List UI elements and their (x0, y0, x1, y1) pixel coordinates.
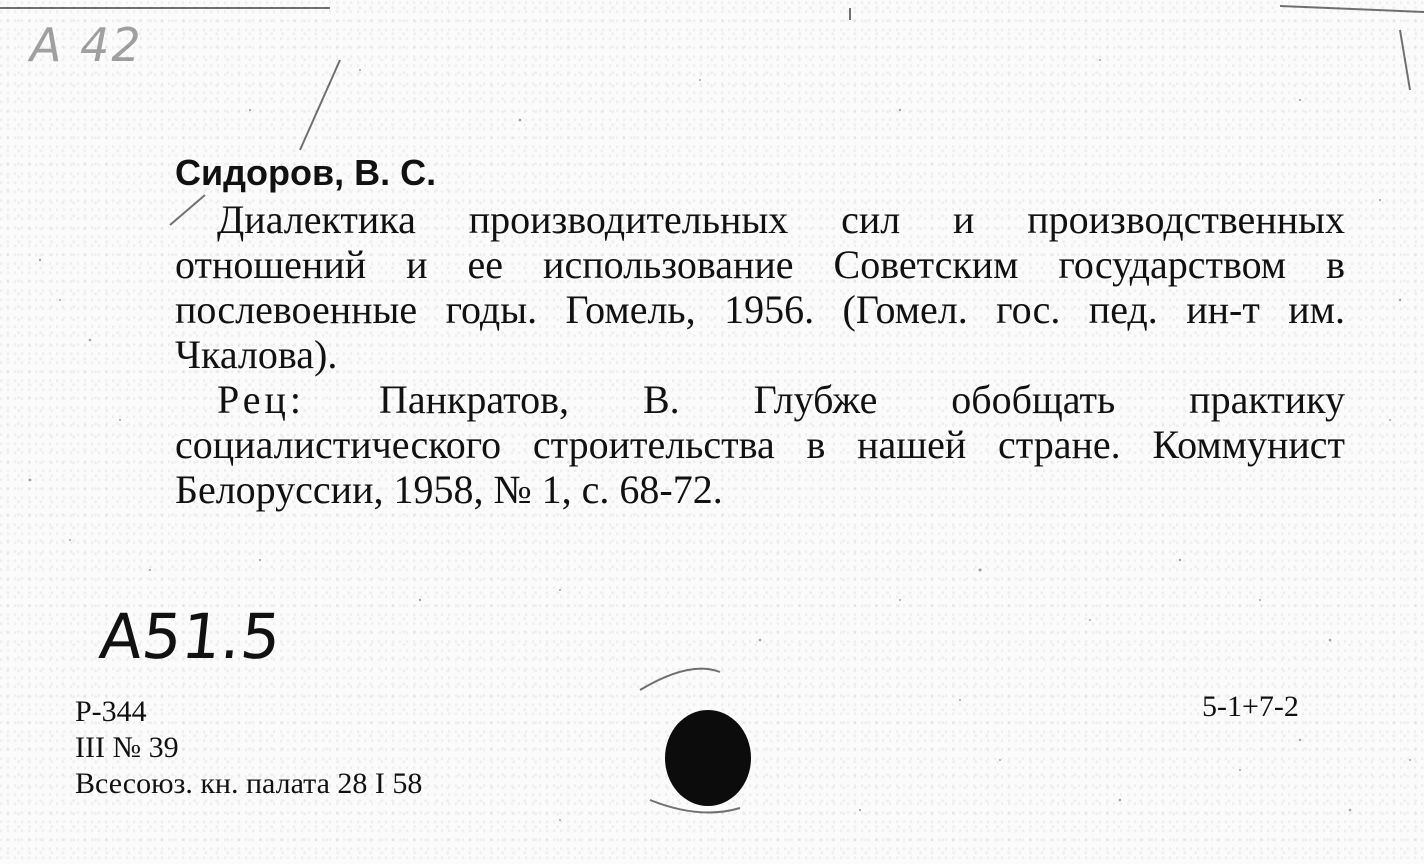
footer-number: III № 39 (75, 731, 179, 764)
review-text: Панкратов, В. Глубже обобщать практику социалистического строительства в нашей стране. Коммунист Белоруссии, 1958, № 1, с. 68-72. (175, 377, 1345, 512)
handwritten-top-mark: A 42 (30, 18, 143, 72)
footer-chamber: Всесоюз. кн. палата 28 I 58 (75, 767, 423, 800)
handwritten-shelf-code: А51.5 (96, 600, 285, 673)
card-footer (75, 694, 422, 802)
footer-index: Р-344 (75, 695, 147, 728)
review-label: Рец: (217, 377, 305, 422)
punch-hole (665, 710, 751, 806)
review-paragraph (175, 377, 1345, 512)
author-name: Сидоров, В. С. (175, 152, 437, 193)
work-description: Диалектика производительных сил и производственных отношений и ее использование Советским государством в послевоенные годы. Гомель, 1956. (Гомел. гос. пед. ин-т им. Чкалова). (175, 197, 1345, 377)
classification-code: 5-1+7-2 (1202, 690, 1299, 723)
bibliographic-entry (175, 150, 1345, 512)
